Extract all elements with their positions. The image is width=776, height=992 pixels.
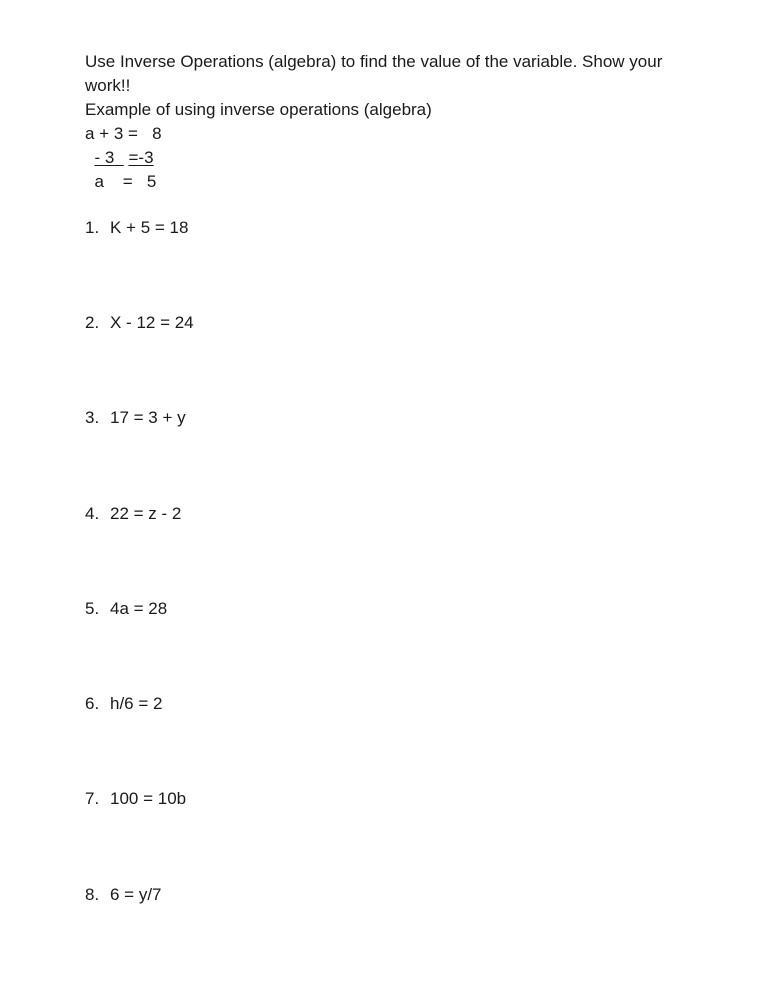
problem-equation: h/6 = 2 (110, 694, 163, 713)
problem-equation: X - 12 = 24 (110, 313, 194, 332)
example-subtract-equals: = (128, 148, 139, 167)
problem-equation: 100 = 10b (110, 789, 187, 808)
problem-equation: 4a = 28 (110, 599, 168, 618)
example-title: Example of using inverse operations (algebra) (85, 100, 432, 119)
instructions-text: Use Inverse Operations (algebra) to find the value of the variable. Show your work!! (85, 52, 663, 95)
problem-number: 8. (85, 885, 100, 904)
example-subtract-rhs: -3 (138, 148, 154, 167)
problem-item (85, 502, 181, 526)
example-line-2 (85, 146, 154, 170)
problem-item (85, 883, 162, 907)
problem-item (85, 216, 188, 240)
problem-item (85, 692, 162, 716)
problem-item (85, 406, 186, 430)
problem-number: 6. (85, 694, 100, 713)
example-line-1: a + 3 = 8 (85, 124, 162, 143)
problem-number: 1. (85, 218, 100, 237)
problem-number: 7. (85, 789, 100, 808)
example-subtract-lhs: - 3 (94, 148, 115, 167)
example-result: a = 5 (94, 172, 157, 191)
problem-equation: 6 = y/7 (110, 885, 162, 904)
problem-equation: 17 = 3 + y (110, 408, 186, 427)
problem-number: 4. (85, 504, 100, 523)
problem-number: 2. (85, 313, 100, 332)
problem-equation: K + 5 = 18 (110, 218, 189, 237)
problem-equation: 22 = z - 2 (110, 504, 182, 523)
problem-number: 5. (85, 599, 100, 618)
problem-item (85, 311, 194, 335)
problem-item (85, 787, 186, 811)
problem-item (85, 597, 167, 621)
problem-number: 3. (85, 408, 100, 427)
example-line-3 (85, 170, 156, 194)
